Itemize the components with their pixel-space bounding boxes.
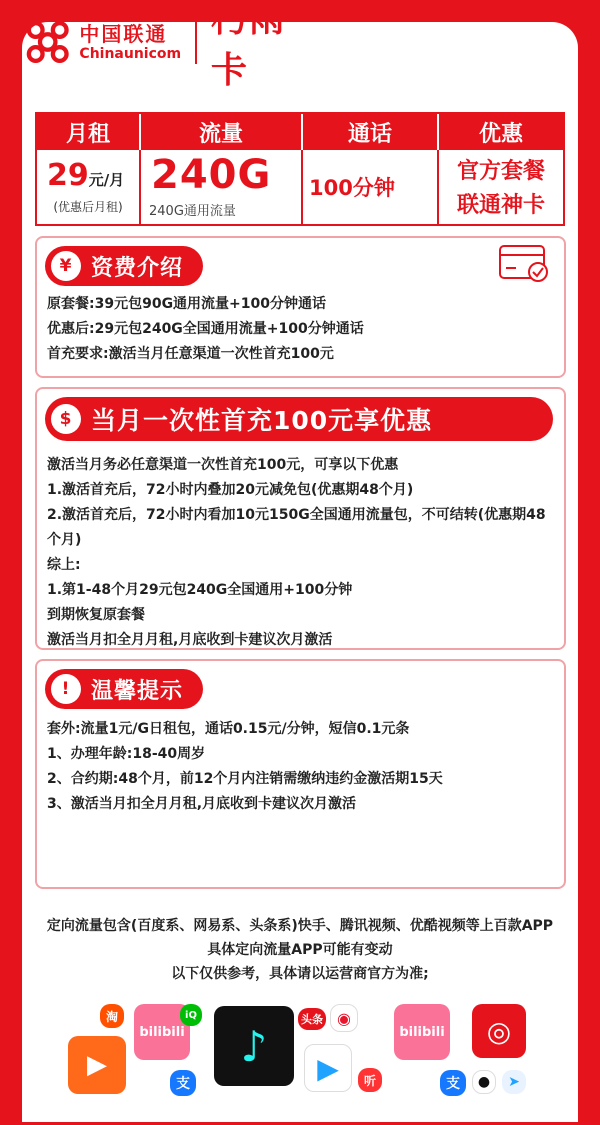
header-monthly-fee: 月租 (37, 114, 141, 150)
footer-line: 定向流量包含(百度系、网易系、头条系)快手、腾讯视频、优酷视频等上百款APP (46, 918, 554, 934)
plan-body-row (37, 150, 563, 224)
kuaishou-icon: ▶ (68, 1036, 126, 1094)
douyin-icon: ♪ (214, 1006, 294, 1086)
promo-title: 当月一次性首充100元享优惠 (91, 406, 433, 435)
traffic-value: 240G (151, 152, 272, 198)
traffic-note: 240G通用流量 (149, 204, 236, 219)
offer-cell (439, 150, 563, 224)
weibo-icon: ◉ (330, 1004, 358, 1032)
header-offer: 优惠 (439, 114, 563, 150)
card-title: 朽雨卡 (210, 0, 287, 91)
netease-music-small-icon: 听 (358, 1068, 382, 1092)
tips-section (35, 659, 566, 889)
promo-line: 激活当月务必任意渠道一次性首充100元，可享以下优惠 (47, 457, 399, 473)
tips-line: 2、合约期:48个月，前12个月内注销需缴纳违约金激活期15天 (47, 771, 443, 787)
fees-title-pill (45, 246, 203, 286)
bank-card-icon (498, 244, 552, 284)
header (22, 0, 312, 91)
unicom-logo-icon (22, 13, 73, 71)
warning-icon: ! (51, 674, 81, 704)
netease-music-icon: ◎ (472, 1004, 526, 1058)
tips-title: 温馨提示 (91, 678, 184, 704)
promo-line: 1.激活首充后，72小时内叠加20元减免包(优惠期48个月) (47, 482, 414, 498)
price-value: 29 (47, 158, 89, 193)
price-unit: 元/月 (88, 171, 125, 189)
operator-name (79, 22, 181, 62)
price (47, 158, 124, 193)
fees-line: 原套餐:39元包90G通用流量+100分钟通话 (47, 296, 327, 312)
fees-lines (47, 292, 556, 367)
operator-cn: 中国联通 (79, 22, 168, 46)
promo-line: 1.第1-48个月29元包240G全国通用+100分钟 (47, 582, 353, 598)
toutiao-label: 头条 (301, 1013, 323, 1026)
bilibili-label: bilibili (139, 1024, 185, 1040)
footer-line: 具体定向流量APP可能有变动 (207, 942, 393, 958)
tips-title-pill (45, 669, 203, 709)
app-icon-strip (22, 996, 578, 1100)
promo-line: 到期恢复原套餐 (47, 607, 145, 623)
fees-line: 优惠后:29元包240G全国通用流量+100分钟通话 (47, 321, 364, 337)
fees-section (35, 236, 566, 378)
traffic-cell (141, 150, 303, 224)
tips-line: 套外:流量1元/G日租包，通话0.15元/分钟，短信0.1元条 (47, 721, 410, 737)
bilibili-icon-2 (394, 1004, 450, 1060)
fees-line: 首充要求:激活当月任意渠道一次性首充100元 (47, 346, 334, 362)
promo-title-pill (45, 397, 553, 441)
tips-line: 3、激活当月扣全月月租,月底收到卡建议次月激活 (47, 796, 357, 812)
qq-icon: ● (472, 1070, 496, 1094)
alipay-icon-2: 支 (440, 1070, 466, 1096)
footer-line: 以下仅供参考，具体请以运营商官方为准; (171, 966, 429, 982)
bilibili-label-2: bilibili (399, 1024, 445, 1040)
offer-line-1: 官方套餐 (456, 159, 545, 184)
yuan-icon: ¥ (51, 251, 81, 281)
offer-line-2: 联通神卡 (456, 193, 545, 218)
alipay-icon: 支 (170, 1070, 196, 1096)
promo-line: 综上: (47, 557, 81, 573)
price-note: (优惠后月租) (53, 200, 123, 214)
header-divider (195, 20, 197, 64)
promo-line: 2.激活首充后，72小时内看加10元150G全国通用流量包，不可结转(优惠期48个月) (47, 507, 546, 548)
footer-notes (22, 914, 578, 986)
promo-section (35, 387, 566, 650)
operator-en: Chinaunicom (79, 46, 182, 62)
tencent-video-icon: ▶ (304, 1044, 352, 1092)
tips-lines (47, 717, 556, 817)
promo-line: 激活当月扣全月月租,月底收到卡建议次月激活 (47, 632, 333, 648)
price-cell (37, 150, 141, 224)
call-minutes: 100分钟 (309, 176, 395, 200)
dollar-icon: $ (51, 404, 81, 434)
taobao-icon: 淘 (100, 1004, 124, 1028)
header-traffic: 流量 (141, 114, 303, 150)
toutiao-icon (298, 1008, 326, 1030)
header-calls: 通话 (303, 114, 439, 150)
calls-cell (303, 150, 439, 224)
plan-header-row (37, 114, 563, 150)
fees-title: 资费介绍 (91, 255, 184, 281)
tips-line: 1、办理年龄:18-40周岁 (47, 746, 206, 762)
promo-lines (47, 453, 556, 653)
send-icon: ➤ (502, 1070, 526, 1094)
plan-table (35, 112, 565, 226)
iqiyi-icon: iQ (180, 1004, 202, 1026)
